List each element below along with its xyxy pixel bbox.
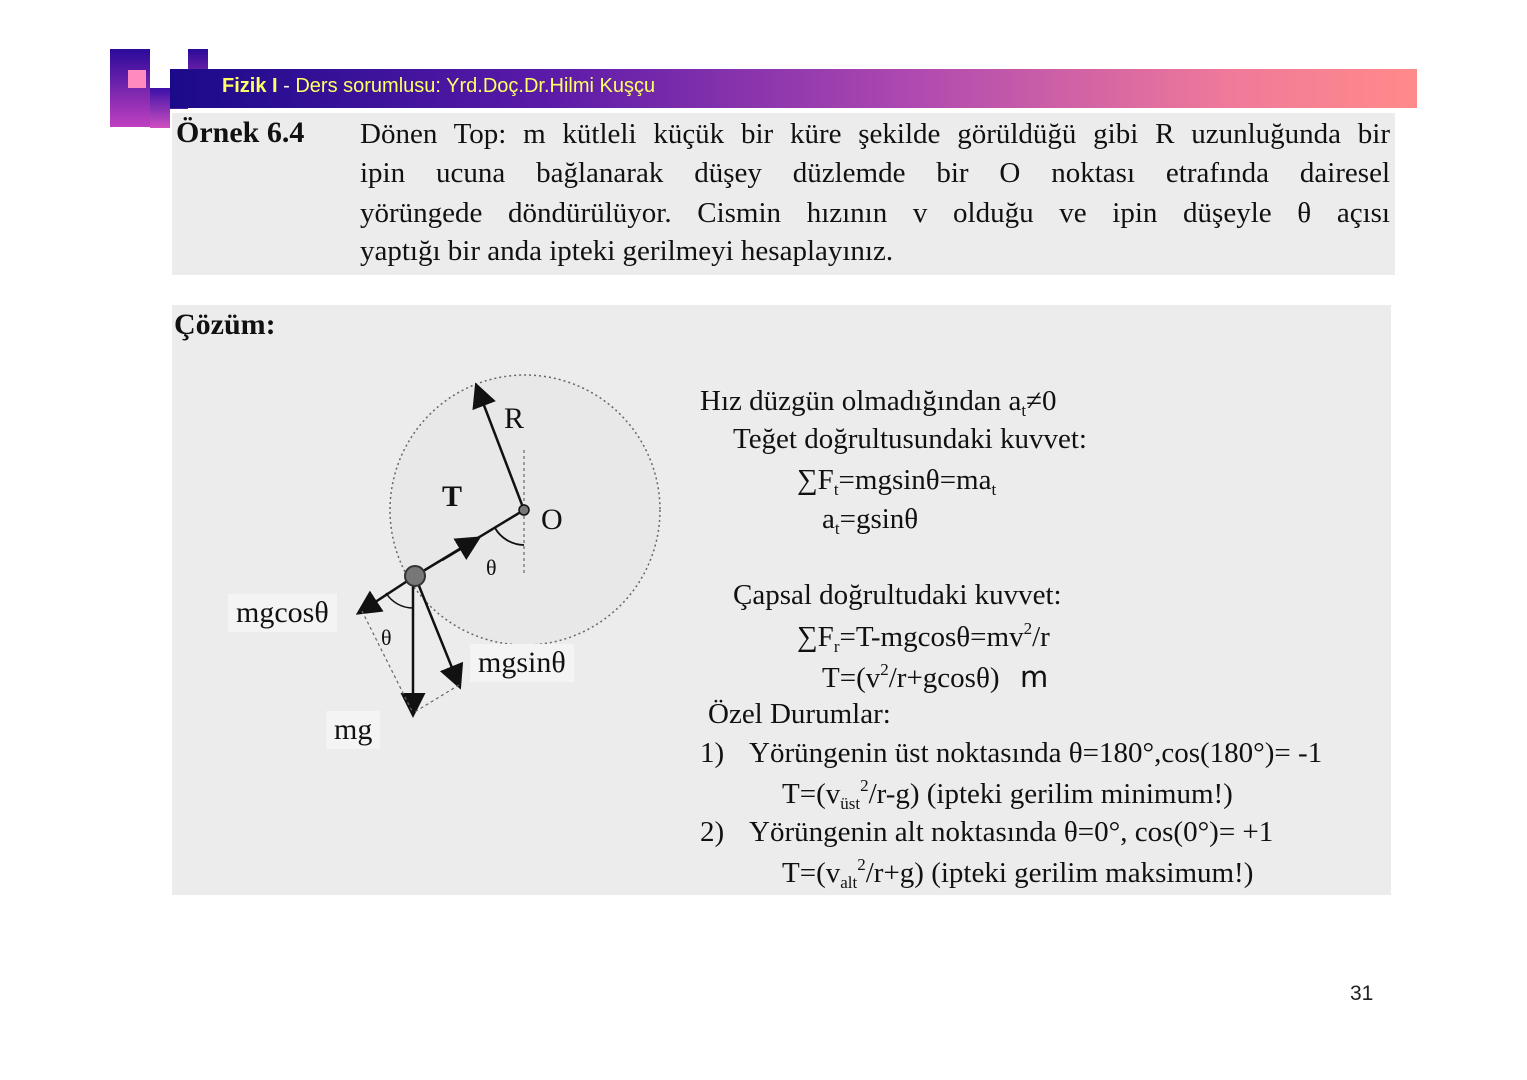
- l10-sub: üst: [840, 794, 861, 813]
- l3-a: ∑F: [797, 464, 834, 496]
- solution-line-5: Çapsal doğrultudaki kuvvet:: [733, 579, 1062, 611]
- example-line-1: Dönen Top: m kütleli küçük bir küre şekilde görüldüğü gibi R uzunluğunda bir: [360, 118, 1390, 150]
- label-theta-top: θ: [486, 555, 497, 580]
- solution-title: Çözüm:: [174, 308, 276, 341]
- solution-line-4: [822, 503, 918, 539]
- l10-sup: 2: [860, 776, 869, 795]
- solution-line-9-number: 1): [700, 737, 725, 769]
- header-deco-square-3: [150, 88, 170, 128]
- label-theta-bottom: θ: [381, 625, 392, 650]
- l1-sub: t: [1021, 401, 1027, 420]
- l6-b: =T-mgcosθ=mv: [839, 621, 1024, 653]
- l6-sub: r: [833, 637, 840, 656]
- example-line-3: yörüngede döndürülüyor. Cismin hızının v olduğu ve ipin düşeyle θ açısı: [360, 197, 1390, 229]
- solution-line-10: [782, 776, 1233, 814]
- component-dashed-2: [413, 685, 459, 713]
- l6-sup: 2: [1023, 619, 1033, 638]
- solution-line-6: [797, 619, 1050, 657]
- theta-angle-arc-bottom: [386, 593, 413, 608]
- label-T: T: [442, 480, 463, 513]
- solution-line-1: [700, 385, 1057, 421]
- header-deco-square-1: [110, 49, 150, 127]
- course-name: Fizik I: [222, 75, 278, 97]
- solution-line-3: [797, 464, 996, 500]
- solution-line-12: [782, 855, 1253, 893]
- l4-a: a: [822, 503, 835, 535]
- ball-mass: [405, 566, 425, 586]
- header-subtitle: Ders sorumlusu: Yrd.Doç.Dr.Hilmi Kuşçu: [295, 75, 656, 97]
- l3-sub2: t: [991, 480, 997, 499]
- l1-end: ≠0: [1026, 385, 1057, 417]
- solution-line-2: Teğet doğrultusundaki kuvvet:: [733, 423, 1087, 455]
- example-label: Örnek 6.4: [176, 116, 305, 149]
- l10-b: /r-g) (ipteki gerilim minimum!): [868, 778, 1233, 810]
- l6-c: /r: [1032, 621, 1050, 653]
- header-deco-square-2: [128, 70, 146, 88]
- l1-text: Hız düzgün olmadığından a: [700, 385, 1022, 417]
- l6-a: ∑F: [797, 621, 834, 653]
- solution-line-11-number: 2): [700, 816, 725, 848]
- header-separator: -: [277, 75, 296, 97]
- l12-sub: alt: [840, 873, 858, 892]
- header-title: [222, 75, 655, 98]
- label-O: O: [541, 503, 563, 536]
- label-mgcos: mgcosθ: [228, 594, 337, 632]
- l4-sub: t: [834, 519, 840, 538]
- l7-b: /r+gcosθ): [888, 662, 1000, 694]
- example-line-4: yaptığı bir anda ipteki gerilmeyi hesaplayınız.: [360, 235, 894, 267]
- solution-line-7: [822, 660, 1000, 695]
- l3-b: =mgsinθ=ma: [838, 464, 992, 496]
- l3-sub: t: [833, 480, 839, 499]
- l4-b: =gsinθ: [839, 503, 919, 535]
- pivot-point-O: [519, 505, 529, 515]
- example-line-2: ipin ucuna bağlanarak düşey düzlemde bir O noktası etrafında dairesel: [360, 157, 1390, 189]
- label-R: R: [504, 402, 525, 435]
- circular-motion-diagram: [172, 305, 692, 785]
- label-mgsin: mgsinθ: [470, 644, 574, 682]
- solution-line-11: Yörüngenin alt noktasında θ=0°, cos(0°)= +1: [749, 816, 1274, 848]
- page-number: 31: [1350, 982, 1374, 1005]
- label-mg: mg: [326, 711, 380, 749]
- l10-a: T=(v: [782, 778, 841, 810]
- solution-line-9: Yörüngenin üst noktasında θ=180°,cos(180°)= -1: [749, 737, 1323, 769]
- overlay-m: m: [1020, 660, 1049, 694]
- l7-sup: 2: [880, 660, 889, 679]
- l12-a: T=(v: [782, 857, 841, 889]
- l7-a: T=(v: [822, 662, 881, 694]
- l12-b: /r+g) (ipteki gerilim maksimum!): [865, 857, 1254, 889]
- l12-sup: 2: [857, 855, 866, 874]
- solution-line-8: Özel Durumlar:: [708, 698, 891, 730]
